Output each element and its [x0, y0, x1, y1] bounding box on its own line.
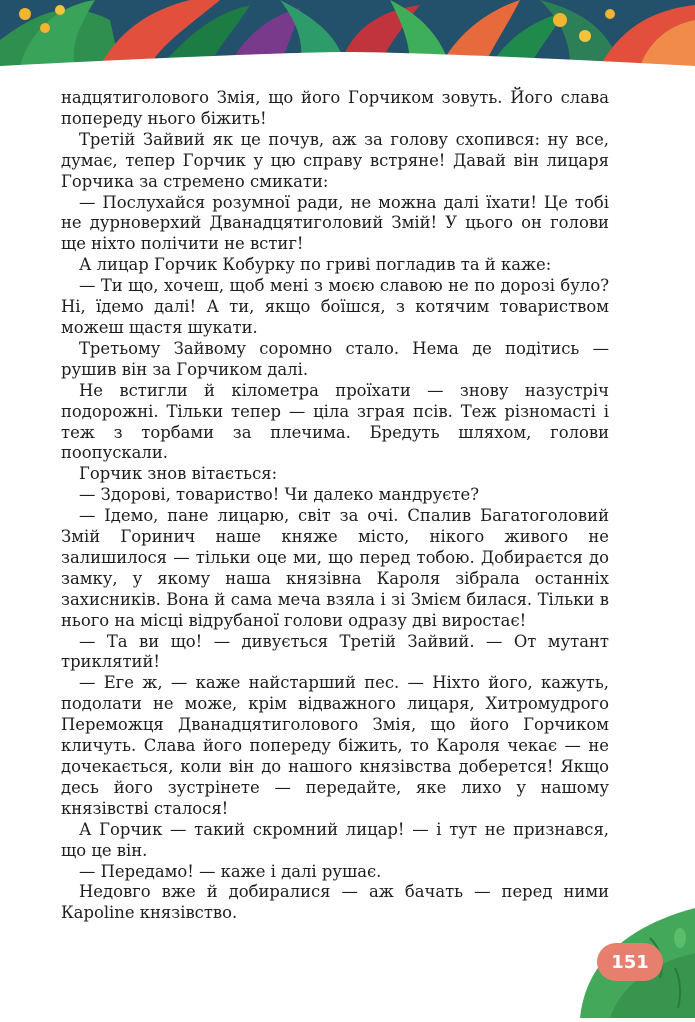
page-number: 151	[597, 943, 663, 981]
paragraph: — Передамо! — каже і далі рушає.	[79, 861, 382, 881]
paragraph: Третій Зайвий як це почув, аж за голову схопився: ну все, думає, тепер Горчик у цю справу встряне! Давай він лицаря Горчика за стремено смикати:	[61, 129, 609, 191]
paragraph: Не встигли й кілометра проїхати — знову назустріч подорожні. Тільки тепер — ціла зграя псів. Теж різномасті і теж з торбами за плечима. Бредуть шляхом, голови поопускали.	[61, 380, 609, 463]
paragraph: — Ти що, хочеш, щоб мені з моєю славою не по дорозі було? Ні, їдемо далі! А ти, якщо боїшся, з котячим товариством можеш щастя шукати.	[61, 276, 609, 337]
paragraph: А лицар Горчик Кобурку по гриві погладив та й каже:	[79, 255, 552, 275]
paragraph: — Еге ж, — каже найстарший пес. — Ніхто його, кажуть, подолати не може, крім відважного лицаря, Хитромудрого Переможця Дванадцятиголового Змія, що його Горчиком кличуть. Слава його попереду біжить, то Кароля чекає — не дочекається, коли він до нашого князівства доберется! Якщо десь його зустрінете — передайте, яке лихо у нашому князівстві сталося!	[61, 673, 609, 818]
story-text	[61, 88, 609, 924]
paragraph: Горчик знов вітається:	[79, 464, 278, 484]
paragraph: — Ідемо, пане лицарю, світ за очі. Спалив Багатоголовий Змій Горинич наше княже місто, нікого живого не залишилося — тільки оце ми, що перед тобою. Добираєтся до замку, у якому наша князівна Кароля зібрала останніх захисників. Вона й сама меча взяла і зі Змієм билася. Тільки в нього на місці відрубаної голови одразу дві виростає!	[61, 506, 609, 630]
paragraph: — Здорові, товариство! Чи далеко мандруєте?	[79, 485, 480, 505]
paragraph: Недовго вже й добиралися — аж бачать — перед ними Кароline князівство.	[61, 882, 609, 923]
paragraph: — Послухайся розумної ради, не можна далі їхати! Це тобі не дурноверхий Дванадцятиголовий Змій! У цього он голови ще ніхто полічити не встиг!	[61, 192, 609, 254]
paragraph: Третьому Зайвому соромно стало. Нема де подітись — рушив він за Горчиком далі.	[61, 338, 609, 379]
paragraph: — Та ви що! — дивується Третій Зайвий. — От мутант триклятий!	[61, 631, 609, 672]
decorative-leaf-banner	[0, 0, 695, 66]
paragraph: надцятиголового Змія, що його Горчиком зовуть. Його слава попереду нього біжить!	[61, 88, 609, 128]
paragraph: А Горчик — такий скромний лицар! — і тут не признався, що це він.	[61, 819, 609, 860]
